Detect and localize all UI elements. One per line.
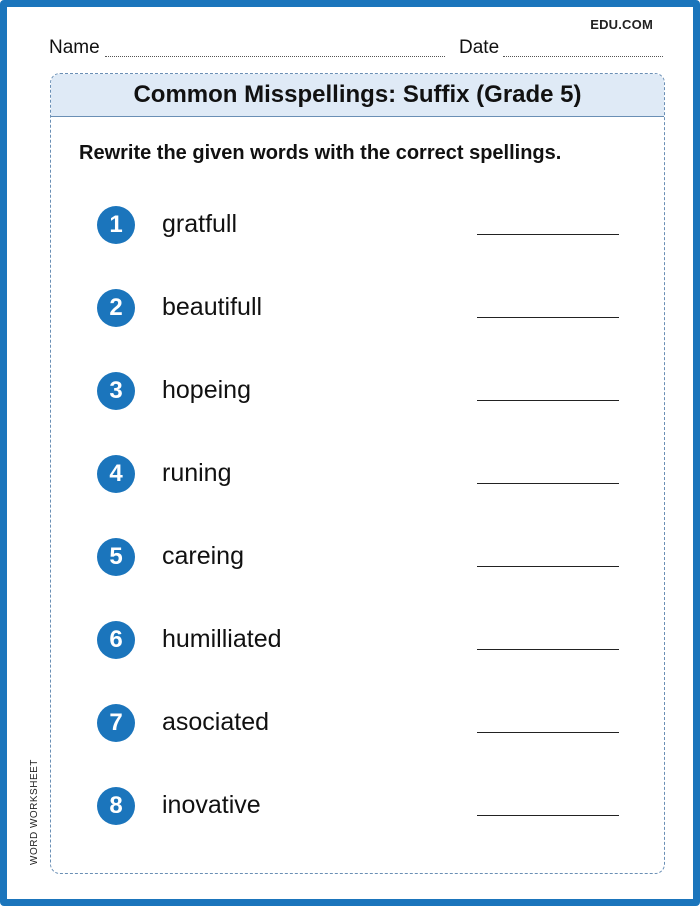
list-item [51,455,664,495]
number-badge: 1 [97,206,135,244]
misspelled-word: inovative [162,791,261,819]
worksheet-title: Common Misspellings: Suffix (Grade 5) [51,74,664,117]
brand-logo: EDU.COM [590,17,653,32]
list-item [51,621,664,661]
list-item [51,206,664,246]
number-badge: 5 [97,538,135,576]
misspelled-word: gratfull [162,210,238,238]
list-item [51,372,664,412]
list-item [51,289,664,329]
list-item [51,787,664,827]
number-badge: 2 [97,289,135,327]
worksheet-panel [50,73,665,874]
misspelled-word: careing [162,542,244,570]
name-field-line[interactable] [105,56,445,57]
list-item [51,704,664,744]
number-badge: 3 [97,372,135,410]
date-field-line[interactable] [503,56,663,57]
answer-line[interactable] [477,400,619,401]
side-label: WORD WORKSHEET [29,759,40,865]
answer-line[interactable] [477,566,619,567]
answer-line[interactable] [477,732,619,733]
misspelled-word: runing [162,459,232,487]
misspelled-word: hopeing [162,376,251,404]
answer-line[interactable] [477,483,619,484]
misspelled-word: humilliated [162,625,282,653]
answer-line[interactable] [477,234,619,235]
answer-line[interactable] [477,317,619,318]
misspelled-word: asociated [162,708,270,736]
number-badge: 8 [97,787,135,825]
instruction-text: Rewrite the given words with the correct spellings. [79,142,562,164]
number-badge: 7 [97,704,135,742]
number-badge: 4 [97,455,135,493]
answer-line[interactable] [477,815,619,816]
number-badge: 6 [97,621,135,659]
list-item [51,538,664,578]
date-label: Date [459,37,500,58]
misspelled-word: beautifull [162,293,263,321]
answer-line[interactable] [477,649,619,650]
name-label: Name [49,37,100,58]
